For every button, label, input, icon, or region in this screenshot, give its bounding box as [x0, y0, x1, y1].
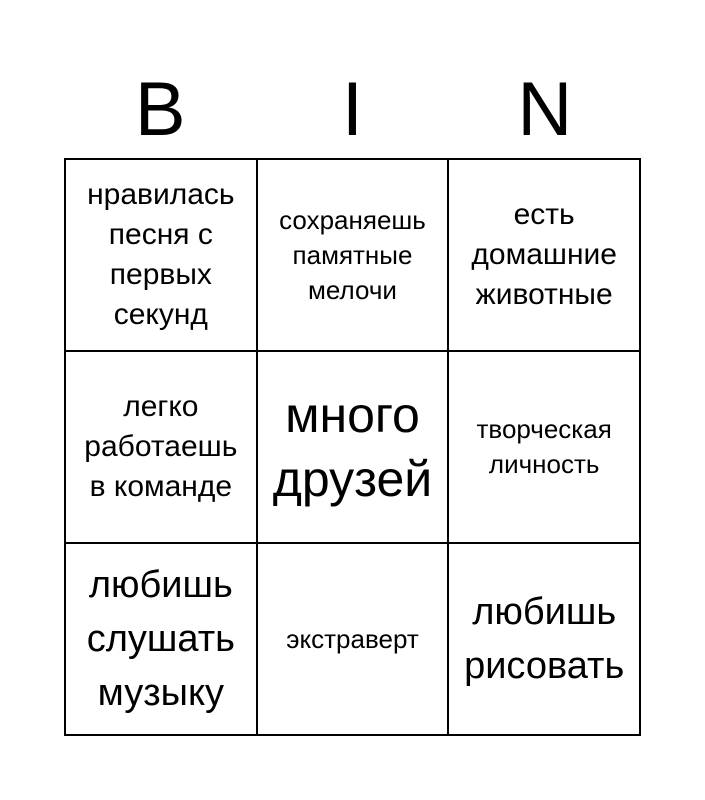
bingo-grid	[64, 158, 641, 736]
bingo-cell-r3c3[interactable]	[449, 544, 641, 736]
bingo-cell-text: любишь слушать музыку	[86, 564, 235, 714]
bingo-cell-text: нравилась песня с первых секунд	[87, 178, 235, 331]
bingo-cell-r1c2[interactable]	[258, 160, 450, 352]
bingo-cell-r3c2[interactable]	[258, 544, 450, 736]
bingo-cell-r2c1[interactable]	[66, 352, 258, 544]
header-letter-b: B	[134, 67, 186, 152]
bingo-cell-text: есть домашние животные	[471, 198, 617, 311]
bingo-cell-text: легко работаешь в команде	[84, 390, 238, 503]
bingo-cell-r1c3[interactable]	[449, 160, 641, 352]
header-letter-n: N	[517, 67, 573, 152]
bingo-cell-text: любишь рисовать	[464, 591, 625, 687]
bingo-cell-text: много друзей	[272, 387, 433, 507]
bingo-cell-text: творческая личность	[476, 414, 612, 479]
bingo-cell-text: экстраверт	[286, 623, 419, 654]
header-letter-i: I	[341, 67, 364, 152]
bingo-header	[64, 62, 641, 158]
bingo-cell-r3c1[interactable]	[66, 544, 258, 736]
bingo-cell-r2c3[interactable]	[449, 352, 641, 544]
bingo-cell-r1c1[interactable]	[66, 160, 258, 352]
bingo-cell-r2c2[interactable]	[258, 352, 450, 544]
bingo-cell-text: сохраняешь памятные мелочи	[279, 204, 426, 305]
